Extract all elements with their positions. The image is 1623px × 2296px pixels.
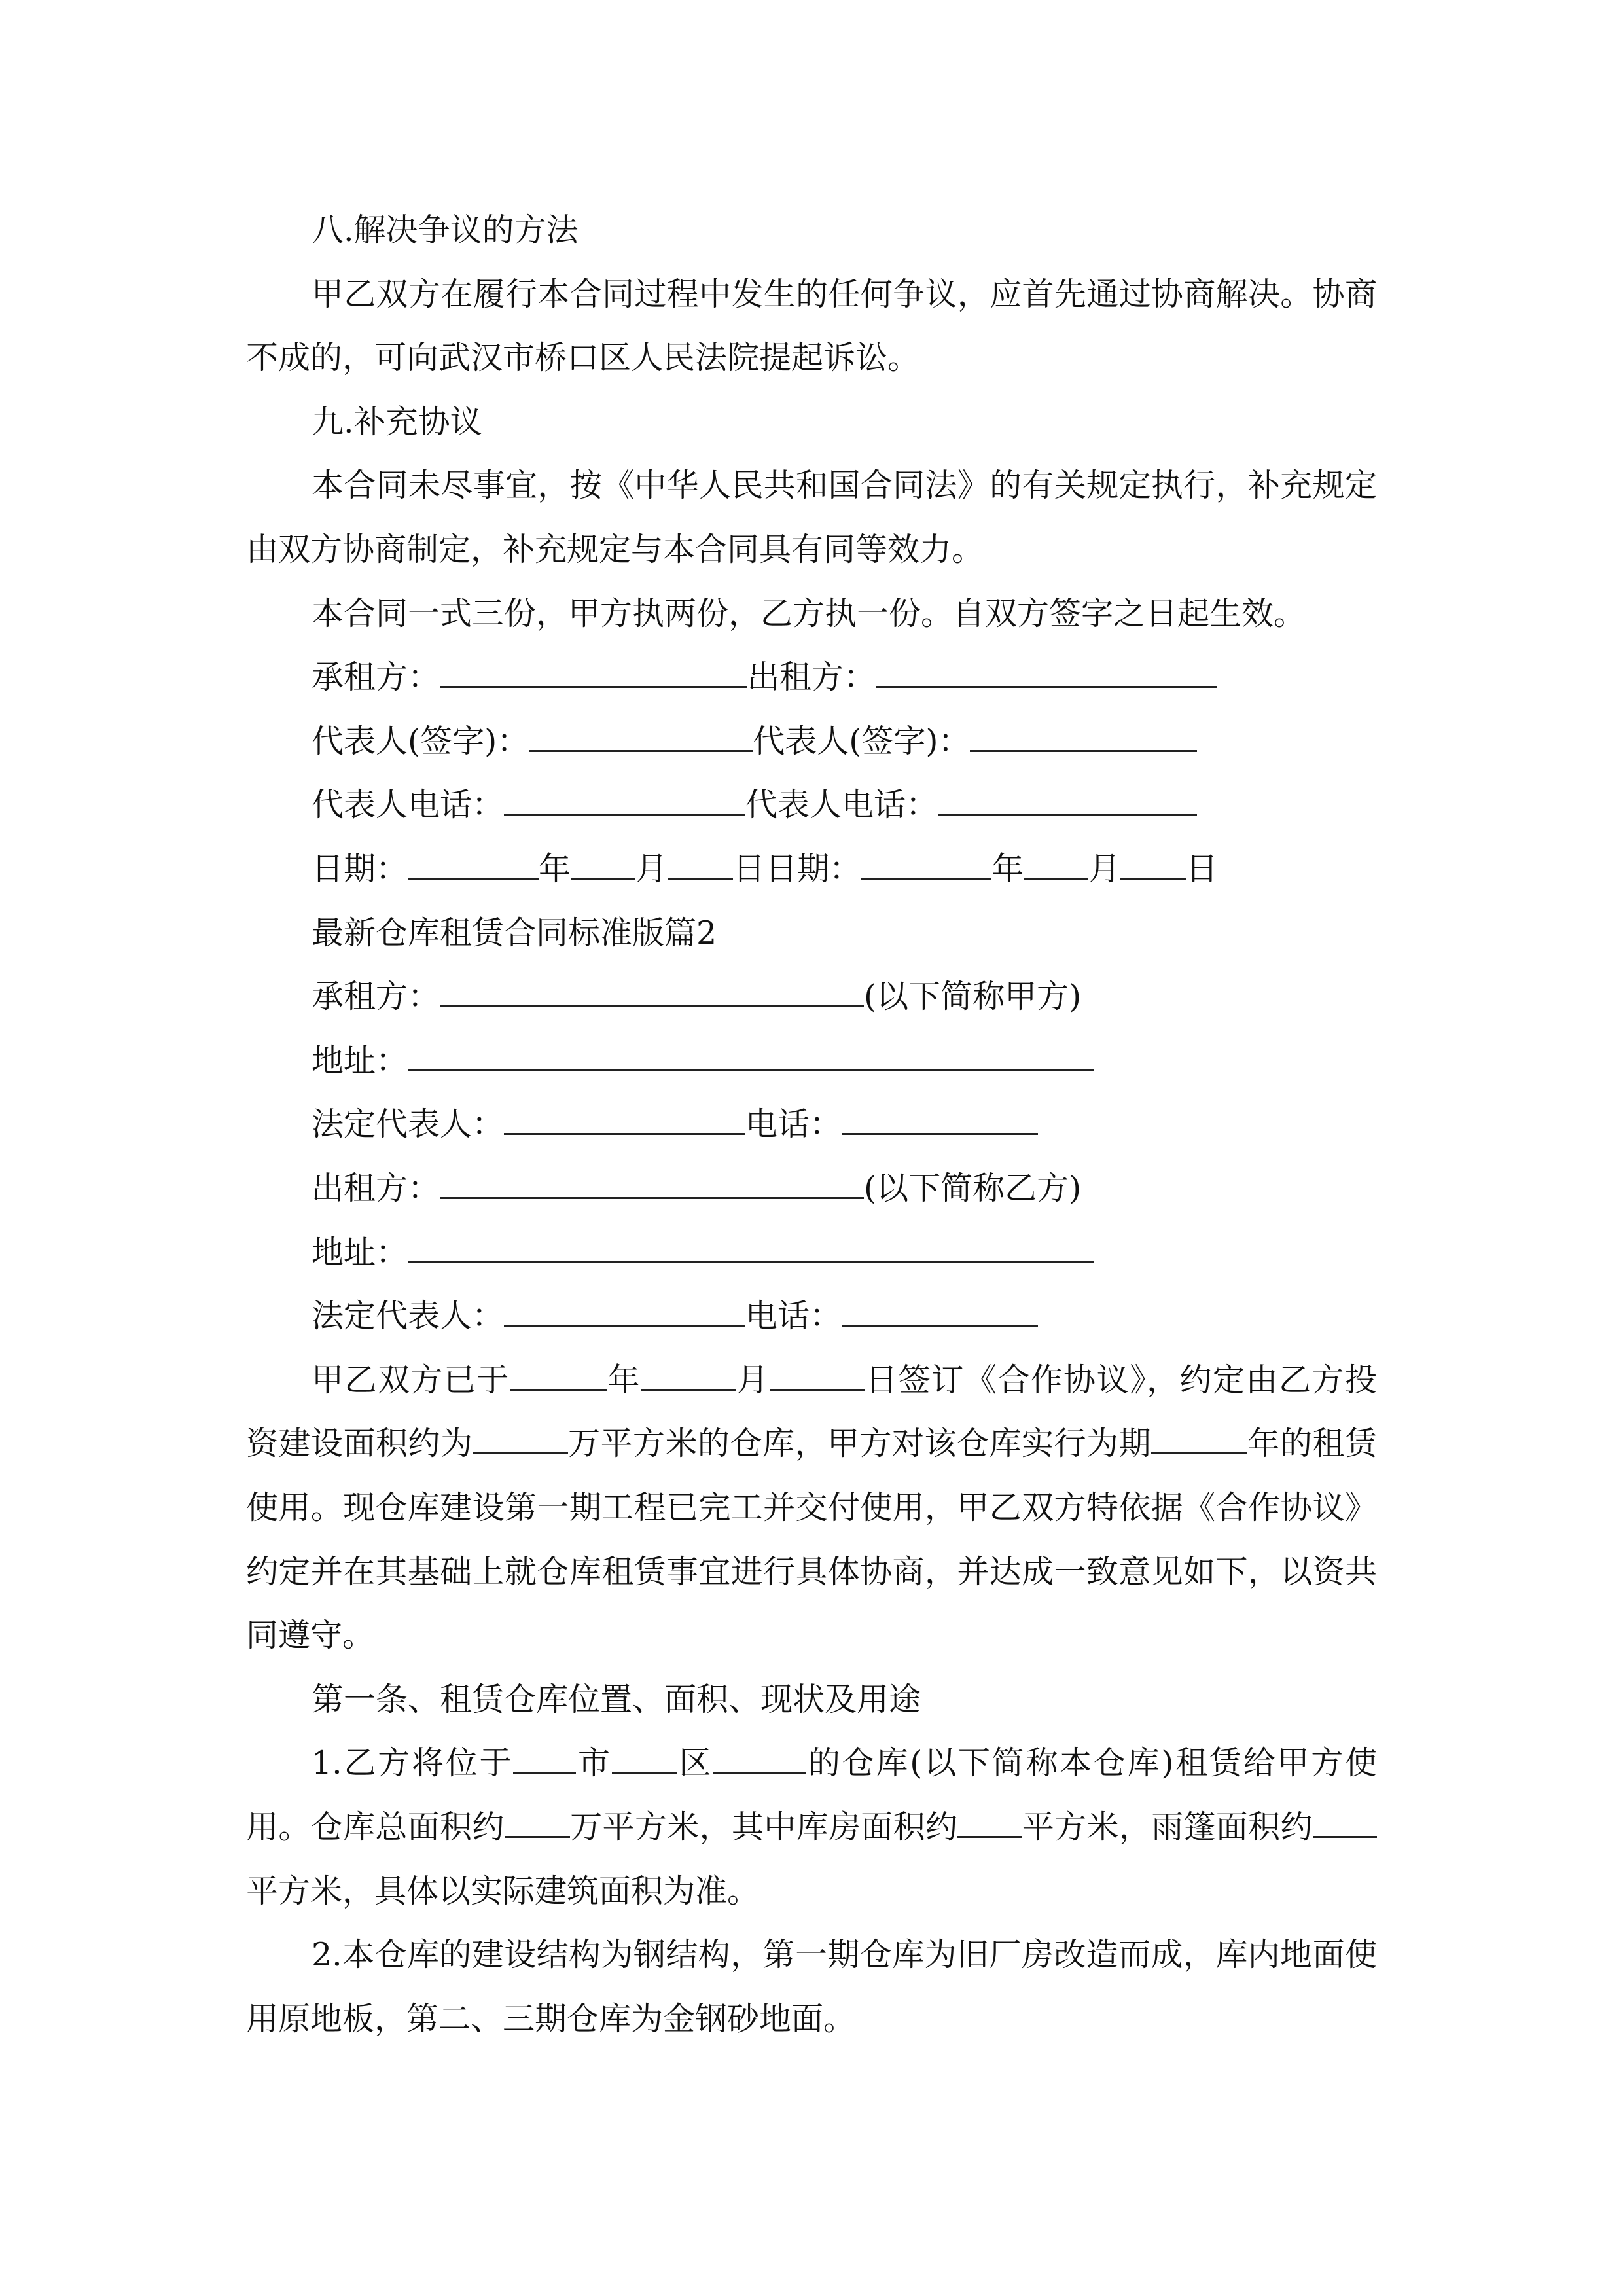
- label: 年: [539, 850, 571, 888]
- label: 月: [1088, 850, 1121, 888]
- legal-rep-row: [312, 1284, 1038, 1348]
- signature-row-phone: [312, 773, 1197, 837]
- signature-row-date: [312, 837, 1218, 901]
- paragraph-line: 不成的，可向武汉市桥口区人民法院提起诉讼。: [246, 339, 920, 377]
- blank-field: [440, 979, 864, 1007]
- paragraph-line: 甲乙双方在履行本合同过程中发生的任何争议，应首先通过协商解决。协商: [312, 275, 1377, 313]
- blank-field: [842, 1107, 1038, 1135]
- blank-field: [440, 1171, 864, 1199]
- paragraph-line: 本合同未尽事宜，按《中华人民共和国合同法》的有关规定执行，补充规定: [312, 467, 1377, 505]
- label: 日日期：: [733, 850, 862, 888]
- blank-field: [408, 1235, 1094, 1263]
- label: 月: [635, 850, 668, 888]
- legal-rep-row: [312, 1092, 1038, 1157]
- text: 平方米，雨篷面积约: [1022, 1808, 1313, 1846]
- address-row: [312, 1221, 1094, 1285]
- blank-field: [440, 660, 747, 688]
- paragraph-line: 约定并在其基础上就仓库租赁事宜进行具体协商，并达成一致意见如下，以资共: [246, 1552, 1377, 1590]
- lessee-row: [312, 965, 1081, 1029]
- label: 日期：: [312, 850, 408, 888]
- label: 电话：: [745, 1105, 842, 1143]
- document-subtitle: 最新仓库租赁合同标准版篇2: [312, 914, 717, 952]
- text: 市: [576, 1744, 612, 1782]
- blank-field: [504, 1107, 745, 1135]
- label: 法定代表人：: [312, 1105, 505, 1143]
- paragraph-line: [312, 1731, 1377, 1795]
- label: 代表人(签字)：: [312, 722, 529, 760]
- text: 用。仓库总面积约: [246, 1808, 505, 1846]
- paragraph-line: 本合同一式三份，甲方执两份，乙方执一份。自双方签字之日起生效。: [312, 594, 1306, 632]
- article-heading: 第一条、租赁仓库位置、面积、现状及用途: [312, 1680, 921, 1718]
- paragraph-line: [246, 1795, 1377, 1859]
- blank-field: [861, 852, 991, 880]
- label: 代表人(签字)：: [753, 722, 971, 760]
- text: 万平方米的仓库，甲方对该仓库实行为期: [567, 1425, 1151, 1463]
- blank-field: [408, 1043, 1094, 1071]
- blank-field: [1120, 852, 1186, 880]
- blank-field: [957, 1810, 1022, 1838]
- label: 地址：: [312, 1233, 408, 1271]
- text: 的仓库(以下简称本仓库)租赁给甲方使: [806, 1744, 1377, 1782]
- blank-field: [612, 1746, 677, 1774]
- label: 代表人电话：: [745, 786, 938, 824]
- label: 年: [991, 850, 1024, 888]
- text: 区: [677, 1744, 713, 1782]
- signature-row-party: [312, 645, 1217, 709]
- paragraph-line: 用原地板，第二、三期仓库为金钢砂地面。: [246, 2000, 856, 2037]
- blank-field: [408, 852, 539, 880]
- blank-field: [938, 787, 1197, 816]
- blank-field: [713, 1746, 806, 1774]
- label: 承租方：: [312, 658, 440, 696]
- blank-field: [970, 724, 1197, 752]
- signature-row-rep: [312, 709, 1197, 774]
- blank-field: [505, 1810, 570, 1838]
- blank-field: [876, 660, 1217, 688]
- blank-field: [770, 1363, 865, 1391]
- section-heading: 八.解决争议的方法: [312, 211, 579, 249]
- paragraph-line: 2.本仓库的建设结构为钢结构，第一期仓库为旧厂房改造而成，库内地面使: [312, 1936, 1377, 1974]
- blank-field: [504, 1299, 745, 1327]
- label: 出租方：: [747, 658, 876, 696]
- blank-field: [641, 1363, 736, 1391]
- label: 地址：: [312, 1041, 408, 1079]
- blank-field: [1313, 1810, 1377, 1838]
- label: 出租方：: [312, 1170, 440, 1207]
- blank-field: [1024, 852, 1088, 880]
- section-heading: 九.补充协议: [312, 403, 482, 440]
- lessor-row: [312, 1157, 1081, 1221]
- blank-field: [668, 852, 733, 880]
- paragraph-line: 由双方协商制定，补充规定与本合同具有同等效力。: [246, 531, 984, 568]
- text: 日签订《合作协议》，约定由乙方投: [864, 1361, 1377, 1399]
- text: 万平方米，其中库房面积约: [569, 1808, 958, 1846]
- label: 承租方：: [312, 978, 440, 1016]
- label: 日: [1186, 850, 1219, 888]
- text: 年: [606, 1361, 641, 1399]
- paragraph-line: [246, 1412, 1377, 1476]
- text: 甲乙双方已于: [312, 1361, 510, 1399]
- label: 代表人电话：: [312, 786, 505, 824]
- label: (以下简称甲方): [864, 978, 1082, 1016]
- paragraph-line: 同遵守。: [246, 1617, 375, 1655]
- blank-field: [571, 852, 635, 880]
- text: 年的租赁: [1247, 1425, 1377, 1463]
- paragraph-line: [312, 1348, 1377, 1412]
- paragraph-line: 平方米，具体以实际建筑面积为准。: [246, 1872, 760, 1910]
- blank-field: [1151, 1426, 1247, 1454]
- blank-field: [473, 1426, 568, 1454]
- label: 电话：: [745, 1297, 842, 1335]
- label: (以下简称乙方): [864, 1170, 1082, 1207]
- label: 法定代表人：: [312, 1297, 505, 1335]
- blank-field: [510, 1363, 607, 1391]
- blank-field: [513, 1746, 576, 1774]
- blank-field: [529, 724, 753, 752]
- blank-field: [842, 1299, 1038, 1327]
- paragraph-line: 使用。现仓库建设第一期工程已完工并交付使用，甲乙双方特依据《合作协议》: [246, 1489, 1377, 1526]
- address-row: [312, 1029, 1094, 1093]
- text: 1.乙方将位于: [312, 1744, 514, 1782]
- blank-field: [504, 787, 745, 816]
- text: 月: [735, 1361, 770, 1399]
- text: 资建设面积约为: [246, 1425, 473, 1463]
